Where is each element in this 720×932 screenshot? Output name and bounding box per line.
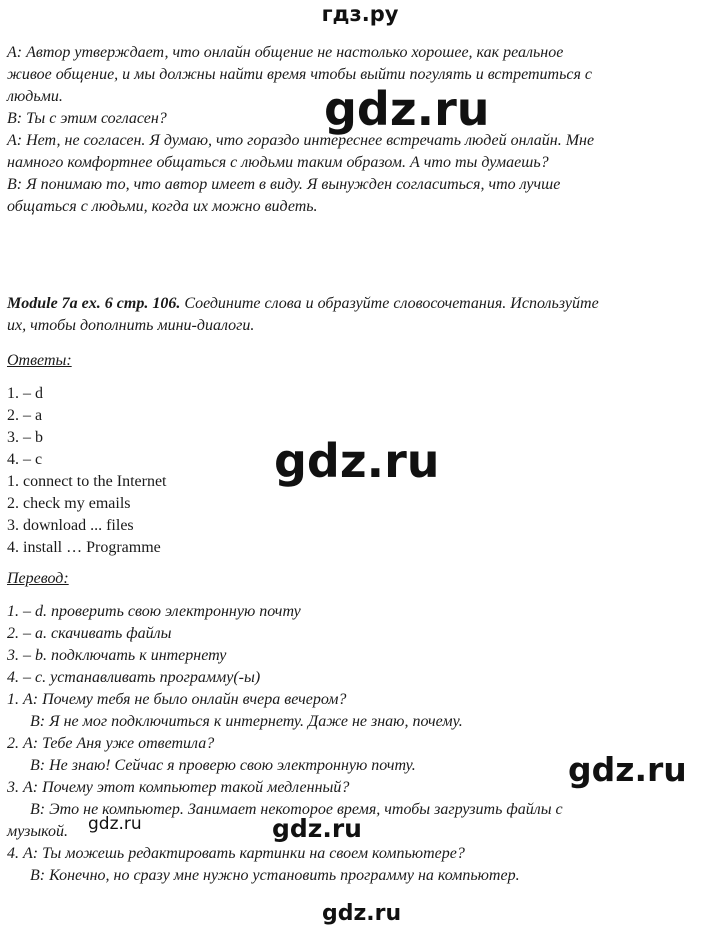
translation-line: 1. А: Почему тебя не было онлайн вчера вечером?: [7, 691, 347, 708]
translation-line: В: Я не мог подключиться к интернету. Даже не знаю, почему.: [30, 713, 463, 730]
translation-line: 1. – d. проверить свою электронную почту: [7, 603, 301, 620]
dialog-line: людьми.: [7, 88, 63, 105]
task-text: Соедините слова и образуйте словосочетания. Используйте: [184, 295, 599, 312]
task-description: [7, 293, 713, 337]
answer-line: 3. – b: [7, 429, 43, 446]
watermark: gdz.ru: [322, 901, 402, 926]
dialog-line: А: Автор утверждает, что онлайн общение не настолько хорошее, как реальное: [7, 44, 564, 61]
answer-line: 1. – d: [7, 385, 43, 402]
translation-line: 3. А: Почему этот компьютер такой медленный?: [7, 779, 350, 796]
answer-line: 1. connect to the Internet: [7, 473, 167, 490]
translation-line: В: Не знаю! Сейчас я проверю свою электронную почту.: [30, 757, 416, 774]
translation-line: В: Конечно, но сразу мне нужно установить программу на компьютер.: [30, 867, 520, 884]
answer-line: 4. – c: [7, 451, 43, 468]
dialog-line: В: Ты с этим согласен?: [7, 110, 167, 127]
answer-line: 2. check my emails: [7, 495, 131, 512]
translation-line: 3. – b. подключать к интернету: [7, 647, 227, 664]
dialog-line: В: Я понимаю то, что автор имеет в виду. Я вынужден согласиться, что лучше: [7, 176, 561, 193]
answer-line: 3. download ... files: [7, 517, 134, 534]
watermark: gdz.ru: [272, 814, 362, 843]
site-header: гдз.ру: [321, 2, 399, 26]
dialog-line: намного комфортнее общаться с людьми таким образом. А что ты думаешь?: [7, 154, 549, 171]
watermark: gdz.ru: [324, 82, 490, 136]
translation-line: 4. – c. устанавливать программу(-ы): [7, 669, 261, 686]
task-reference: Module 7a ex. 6 стр. 106.: [7, 295, 181, 312]
translation-line: 4. А: Ты можешь редактировать картинки на своем компьютере?: [7, 845, 465, 862]
dialog-line: общаться с людьми, когда их можно видеть.: [7, 198, 318, 215]
dialog-line: А: Нет, не согласен. Я думаю, что гораздо интереснее встречать людей онлайн. Мне: [7, 132, 595, 149]
watermark: gdz.ru: [88, 814, 142, 834]
answer-line: 2. – a: [7, 407, 43, 424]
task-text: их, чтобы дополнить мини-диалоги.: [7, 317, 255, 334]
translation-line: В: Это не компьютер. Занимает некоторое время, чтобы загрузить файлы с: [30, 801, 563, 818]
translation-line: 2. – a. скачивать файлы: [7, 625, 172, 642]
watermark: gdz.ru: [568, 750, 687, 789]
watermark: gdz.ru: [274, 434, 440, 488]
dialog-line: живое общение, и мы должны найти время чтобы выйти погулять и встретиться с: [7, 66, 593, 83]
translation-line: музыкой.: [7, 823, 69, 840]
translation-line: 2. А: Тебе Аня уже ответила?: [7, 735, 215, 752]
answer-line: 4. install … Programme: [7, 539, 161, 556]
answers-heading: Ответы:: [7, 352, 72, 369]
translation-heading: Перевод:: [7, 570, 69, 587]
